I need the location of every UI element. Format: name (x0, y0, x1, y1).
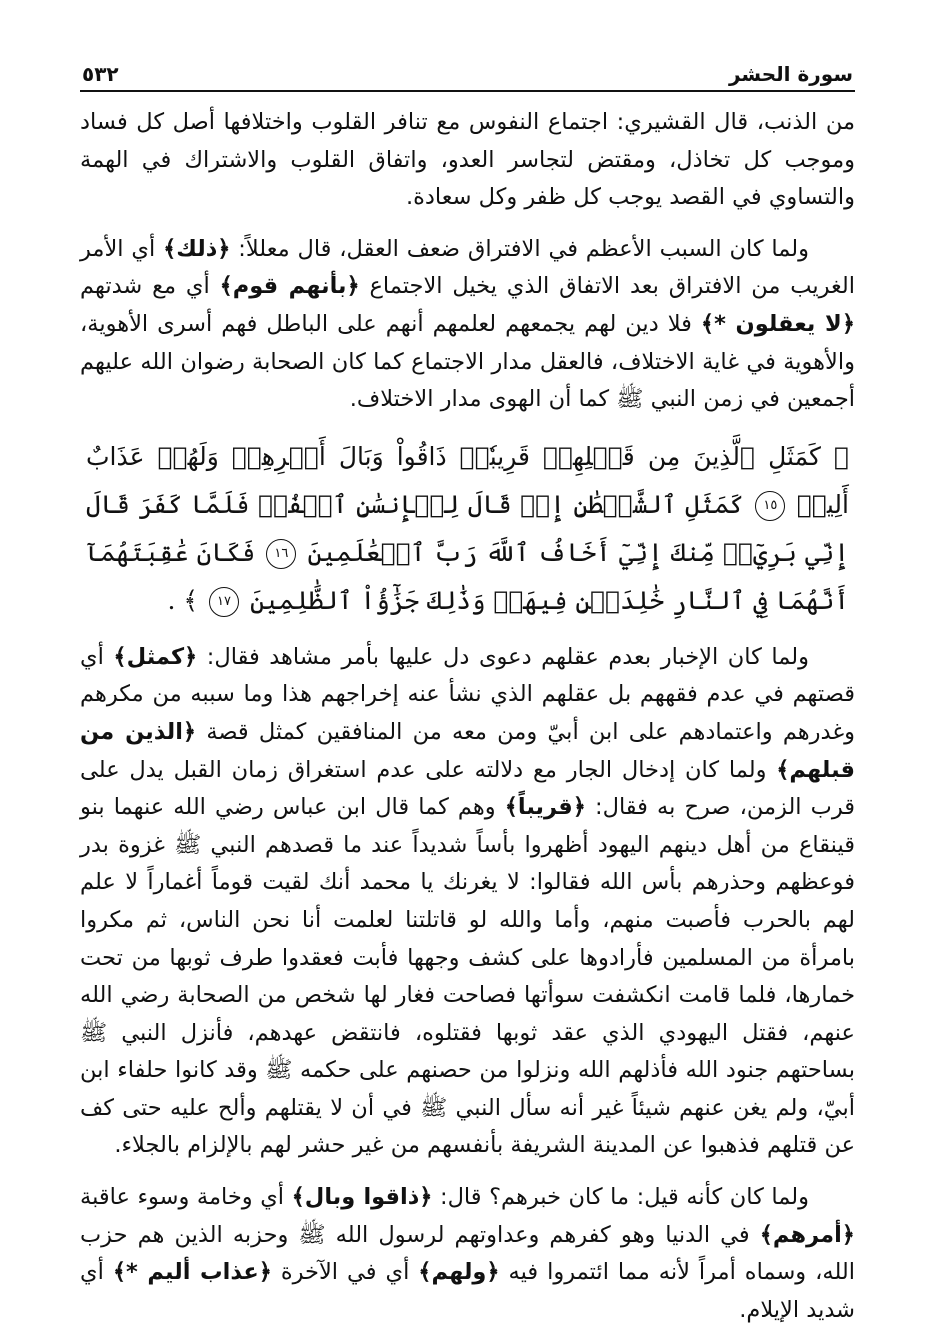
surah-title: سورة الحشر (728, 62, 853, 86)
ayah-marker-17: ١٧ (209, 587, 239, 617)
page-number: ٥٣٢ (82, 62, 119, 86)
quote-alladhina-min-qablihim: ﴿الذين من قبلهم﴾ (80, 718, 855, 783)
paragraph-3-text: وهم كما قال ابن عباس رضي الله عنهما بنو قينقاع من أهل دينهم اليهود أظهروا بأساً شديداً عند ما قصدهم النبي ﷺ غزوة بدر فوعظهم وحذرهم بأس الله فقالوا: لا يغرنك يا محمد أنك لقيت قوماً أغماراً لا علم لهم بالحرب فأصبت منهم، وأما والله لو قاتلتنا لعلمت أنا نحن الناس، ثم مكروا بامرأة من المسلمين فأرادوها على كشف وجهها فأبت فعقدوا طرف ثوبها من تحت خمارها، فلما قامت انكشفت سوأتها فصاحت فغار لها شخص من الصحابة رضي الله عنهم، فقتل اليهودي الذي عقد ثوبها فقتلوه، فانتقض عهدهم، فأنزل النبي ﷺ بساحتهم جنود الله فأذلهم الله ونزلوا من حصنهم على حكمه ﷺ وقد كانوا حلفاء ابن أبيّ، ولم يغن عنهم شيئاً غير أنه سأل النبي ﷺ في أن لا يقتلهم وألح عليه حتى كف عن قتلهم فذهبوا عن المدينة الشريفة بأنفسهم من غير حشر لهم بالإلزام بالجلاء. (80, 794, 855, 1159)
quran-verses (80, 433, 855, 625)
paragraph-2-text: ولما كان السبب الأعظم في الافتراق ضعف العقل، قال معللاً: (230, 235, 809, 262)
paragraph-4-text: في الدنيا وهو كفرهم وعداوتهم لرسول الله ﷺ وحزبه الذين هم حزب الله، وسماه أمراً لأنه مما ائتمروا فيه (80, 1221, 855, 1286)
page-body (80, 104, 855, 1329)
quote-kamathal: ﴿كمثل﴾ (113, 643, 198, 670)
verse-15-text: ﴿ كَمَثَلِ ٱلَّذِينَ مِن قَبۡلِهِمۡ قَرِيبٗاۖ ذَاقُواْ وَبَالَ أَمۡرِهِمۡ وَلَهُمۡ عَذَابٌ أَلِيمٞ (86, 441, 849, 519)
page (80, 52, 855, 1343)
quote-amrihim: ﴿أمرهم﴾ (759, 1221, 855, 1248)
paragraph-2-text: فلا دين لهم يجمعهم لعلمهم أنهم على الباطل فهم أسرى الأهوية، والأهوية في غاية الاختلاف، فالعقل مدار الاجتماع كما كان الصحابة رضوان الله عليهم أجمعين في زمن النبي ﷺ كما أن الهوى مدار الاختلاف. (80, 310, 855, 413)
quote-dhaqu-wabal: ﴿ذاقوا وبال﴾ (291, 1184, 433, 1211)
paragraph-2-text: أي الأمر الغريب من الافتراق بعد الاتفاق الذي يخيل الاجتماع (80, 235, 856, 300)
running-header (80, 52, 855, 92)
paragraph-3-text: ولما كان الإخبار بعدم عقلهم دعوى دل عليها بأمر مشاهد فقال: (197, 643, 809, 670)
quote-la-yaqilun: ﴿لا يعقلون *﴾ (700, 310, 855, 337)
verse-17-text: فَكَانَ عَٰقِبَتَهُمَآ أَنَّهُمَا فِي ٱلنَّارِ خَٰلِدَيۡنِ فِيهَاۚ وَذَٰلِكَ جَزَٰٓؤُاْ ٱلظَّٰلِمِينَ (86, 537, 849, 615)
ayah-marker-16: ١٦ (266, 539, 296, 569)
quote-dhalika: ﴿ذلك﴾ (163, 235, 231, 262)
quote-qariban: ﴿قريباً﴾ (504, 794, 586, 821)
ayah-marker-15: ١٥ (755, 491, 785, 521)
paragraph-3-text: ولما كان إدخال الجار مع دلالته على عدم استغراق زمان القبل يدل على قرب الزمن، صرح به فقال: (80, 756, 855, 821)
quote-bi-annahum-qawm: ﴿بأنهم قوم﴾ (219, 273, 360, 300)
quote-adhab-alim: ﴿عذاب أليم *﴾ (112, 1259, 272, 1286)
paragraph-2-text: أي مع شدتهم (80, 273, 220, 300)
paragraph-4-text: ولما كان كأنه قيل: ما كان خبرهم؟ قال: (432, 1184, 810, 1211)
paragraph-4-text: أي وخامة وسوء عاقبة (80, 1184, 292, 1211)
paragraph-4-text: أي في الآخرة (271, 1259, 419, 1286)
paragraph-4-text: أي شديد الإيلام. (80, 1259, 855, 1323)
paragraph-3-text: أي قصتهم في عدم فقههم بل عقلهم الذي نشأ عنه إخراجهم هذا وما سببه من مكرهم وغدرهم واعتمادهم على ابن أبيّ ومن معه من المنافقين كمثل قصة (80, 643, 855, 745)
verse-16-text: كَمَثَلِ ٱلشَّيۡطَٰنِ إِذۡ قَالَ لِلۡإِنسَٰنِ ٱكۡفُرۡ فَلَمَّا كَفَرَ قَالَ إِنِّي بَرِيٓءٞ مِّنكَ إِنِّيٓ أَخَافُ ٱللَّهَ رَبَّ ٱلۡعَٰلَمِينَ (86, 489, 849, 567)
paragraph-1: من الذنب، قال القشيري: اجتماع النفوس مع تنافر القلوب واختلافها أصل كل فساد وموجب كل تخاذل، ومقتض لتجاسر العدو، واتفاق القلوب والاشتراك في الهمة والتساوي في القصد يوجب كل ظفر وكل سعادة. (80, 109, 855, 211)
verse-close-bracket: ﴾ . (167, 585, 199, 615)
quote-walahum: ﴿ولهم﴾ (418, 1259, 500, 1286)
paragraph-4 (80, 1179, 855, 1329)
paragraph-2 (80, 231, 855, 419)
paragraph-3 (80, 639, 855, 1165)
